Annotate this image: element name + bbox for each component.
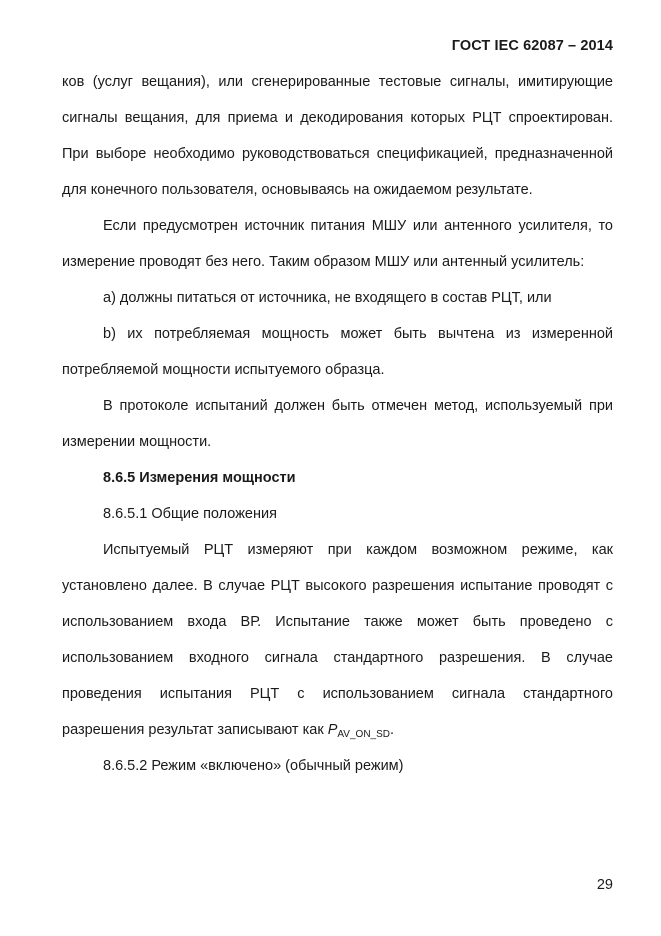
page-body xyxy=(62,64,613,784)
paragraph-test-report: В протоколе испытаний должен быть отмечен метод, используемый при измерении мощности. xyxy=(62,398,613,450)
sentence-end: . xyxy=(390,722,395,738)
paragraph-continuation: ков (услуг вещания), или сгенерированные тестовые сигналы, имитирующие сигналы вещания, для приема и декодирования которых РЦТ спроектирован. При выборе необходимо руководствоваться спецификацией, предназначенной для конечного пользователя, основываясь на ожидаемом результате. xyxy=(62,74,613,198)
paragraph-power-source: Если предусмотрен источник питания МШУ или антенного усилителя, то измерение проводят без него. Таким образом МШУ или антенный усилитель: xyxy=(62,218,613,270)
page-number: 29 xyxy=(596,877,613,893)
list-item-a: a) должны питаться от источника, не входящего в состав РЦТ, или xyxy=(103,290,552,306)
paragraph-general-provisions xyxy=(62,532,613,748)
paragraph-text: Испытуемый РЦТ измеряют при каждом возможном режиме, как установлено далее. В случае РЦТ высокого разрешения испытание проводят с использованием входа ВР. Испытание также может быть проведено с использованием входного сигнала стандартного разрешения. В случае проведения испытания РЦТ с использованием сигнала стандартного разрешения результат записывают как xyxy=(62,542,613,738)
power-subscript: AV_ON_SD xyxy=(337,729,390,740)
subsection-heading-8-6-5-2: 8.6.5.2 Режим «включено» (обычный режим) xyxy=(103,758,404,774)
power-symbol: P xyxy=(327,722,338,738)
section-heading-8-6-5: 8.6.5 Измерения мощности xyxy=(103,470,296,486)
document-header: ГОСТ IEC 62087 – 2014 xyxy=(451,38,613,54)
list-item-b: b) их потребляемая мощность может быть вычтена из измеренной потребляемой мощности испытуемого образца. xyxy=(62,326,613,378)
subsection-heading-8-6-5-1: 8.6.5.1 Общие положения xyxy=(103,506,277,522)
